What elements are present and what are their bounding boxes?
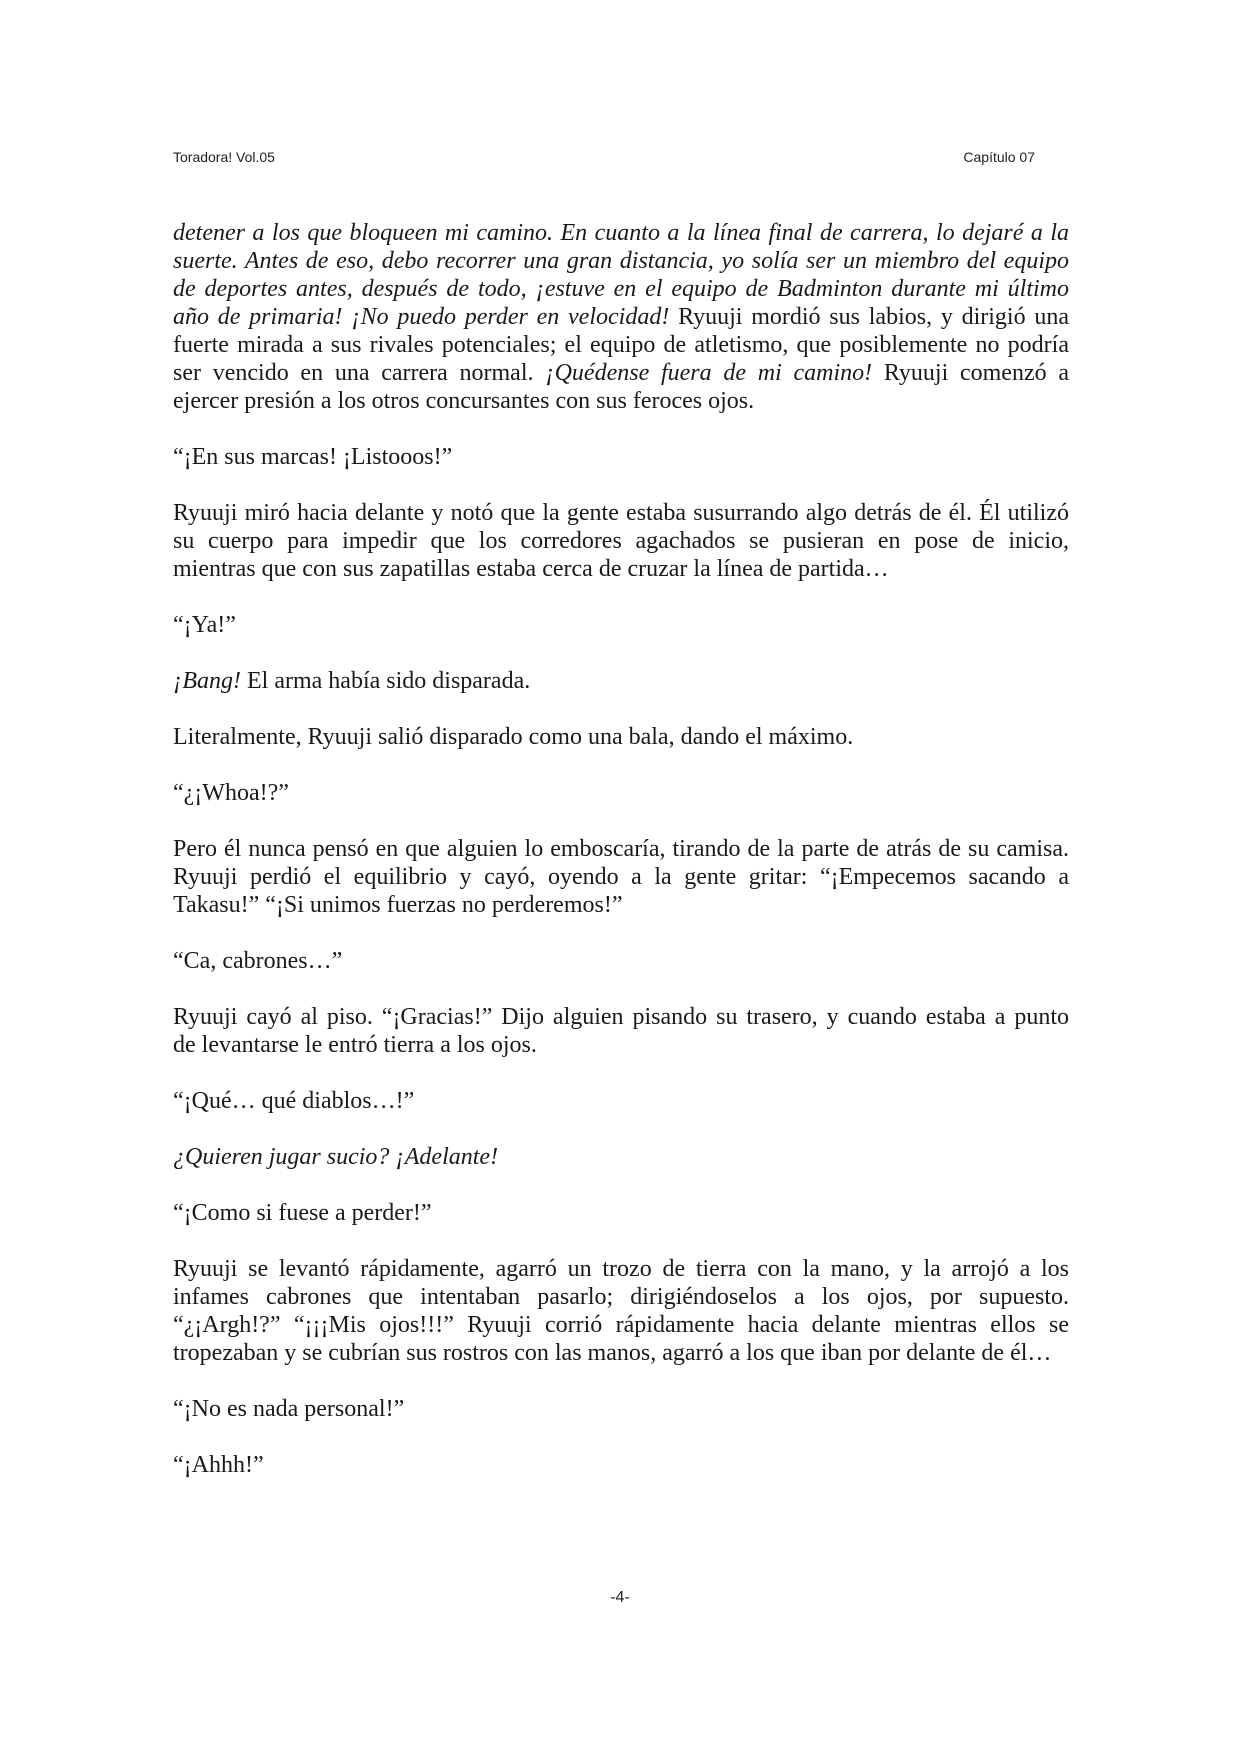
text-run: “¡Ahhh!” <box>173 1452 264 1478</box>
paragraph <box>173 1255 1069 1367</box>
text-run: de levantarse le entró tierra a los ojos. <box>173 1032 537 1058</box>
text-run: Ryuuji comenzó a <box>872 360 1069 386</box>
text-run: Takasu!” “¡Si unimos fuerzas no perderemos!” <box>173 892 623 918</box>
text-line <box>173 443 1069 471</box>
italic-text-run: detener a los que bloqueen mi camino. En cuanto a la línea final de carrera, lo dejaré a la <box>173 220 1069 246</box>
text-line <box>173 499 1069 527</box>
text-line <box>173 303 1069 331</box>
text-line <box>173 1199 1069 1227</box>
dialogue-paragraph <box>173 1087 1069 1115</box>
paragraph <box>173 835 1069 919</box>
text-line <box>173 275 1069 303</box>
text-run: “¡En sus marcas! ¡Listooos!” <box>173 444 453 470</box>
text-run: “¡Como si fuese a perder!” <box>173 1200 432 1226</box>
text-line <box>173 387 1069 415</box>
text-line <box>173 1339 1069 1367</box>
text-line <box>173 1451 1069 1479</box>
text-line <box>173 527 1069 555</box>
dialogue-paragraph <box>173 1199 1069 1227</box>
text-line <box>173 779 1069 807</box>
text-line <box>173 1395 1069 1423</box>
text-run: mientras que con sus zapatillas estaba cerca de cruzar la línea de partida… <box>173 556 889 582</box>
text-line <box>173 359 1069 387</box>
text-line <box>173 1003 1069 1031</box>
text-line <box>173 331 1069 359</box>
inner-thought-paragraph <box>173 1143 1069 1171</box>
text-line <box>173 1311 1069 1339</box>
italic-text-run: ¿Quieren jugar sucio? ¡Adelante! <box>173 1144 499 1170</box>
italic-text-run: de deportes antes, después de todo, ¡estuve en el equipo de Badminton durante mi último <box>173 276 1069 302</box>
text-line <box>173 1031 1069 1059</box>
text-run: Ryuuji mordió sus labios, y dirigió una <box>669 304 1069 330</box>
text-line <box>173 723 1069 751</box>
text-run: El arma había sido disparada. <box>241 668 531 694</box>
text-line <box>173 1283 1069 1311</box>
text-run: fuerte mirada a sus rivales potenciales; el equipo de atletismo, que posiblemente no podría <box>173 332 1069 358</box>
paragraph <box>173 499 1069 583</box>
dialogue-paragraph <box>173 443 1069 471</box>
paragraph <box>173 723 1069 751</box>
text-line <box>173 219 1069 247</box>
italic-text-run: año de primaria! ¡No puedo perder en velocidad! <box>173 304 670 330</box>
text-line <box>173 947 1069 975</box>
paragraph <box>173 219 1069 415</box>
text-run: su cuerpo para impedir que los corredores agachados se pusieran en pose de inicio, <box>173 528 1069 554</box>
text-run: tropezaban y se cubrían sus rostros con las manos, agarró a los que iban por delante de él… <box>173 1340 1052 1366</box>
italic-text-run: ¡Quédense fuera de mi camino! <box>545 360 873 386</box>
text-run: “¿¡Argh!?” “¡¡¡Mis ojos!!!” Ryuuji corrió rápidamente hacia delante mientras ellos se <box>173 1312 1069 1338</box>
text-line <box>173 891 1069 919</box>
italic-text-run: suerte. Antes de eso, debo recorrer una gran distancia, yo solía ser un miembro del equipo <box>173 248 1069 274</box>
text-line <box>173 247 1069 275</box>
text-run: Literalmente, Ryuuji salió disparado como una bala, dando el máximo. <box>173 724 854 750</box>
dialogue-paragraph <box>173 611 1069 639</box>
text-run: Ryuuji perdió el equilibrio y cayó, oyendo a la gente gritar: “¡Empecemos sacando a <box>173 864 1069 890</box>
text-line <box>173 835 1069 863</box>
text-run: ser vencido en una carrera normal. <box>173 360 546 386</box>
text-run: Ryuuji se levantó rápidamente, agarró un trozo de tierra con la mano, y la arrojó a los <box>173 1256 1069 1282</box>
body-text <box>173 219 1069 1507</box>
text-run: “¡Qué… qué diablos…!” <box>173 1088 415 1114</box>
text-run: “¡Ya!” <box>173 612 236 638</box>
dialogue-paragraph <box>173 1451 1069 1479</box>
running-header-chapter: Capítulo 07 <box>963 149 1035 165</box>
text-run: ejercer presión a los otros concursantes con sus feroces ojos. <box>173 388 755 414</box>
italic-text-run: ¡Bang! <box>173 668 241 694</box>
text-run: “¿¡Whoa!?” <box>173 780 289 806</box>
dialogue-paragraph <box>173 1395 1069 1423</box>
text-run: “¡No es nada personal!” <box>173 1396 405 1422</box>
text-line <box>173 667 1069 695</box>
text-line <box>173 1255 1069 1283</box>
text-line <box>173 611 1069 639</box>
text-run: Ryuuji miró hacia delante y notó que la gente estaba susurrando algo detrás de él. Él utilizó <box>173 500 1069 526</box>
paragraph <box>173 667 1069 695</box>
dialogue-paragraph <box>173 947 1069 975</box>
text-run: Ryuuji cayó al piso. “¡Gracias!” Dijo alguien pisando su trasero, y cuando estaba a punto <box>173 1004 1069 1030</box>
text-line <box>173 1087 1069 1115</box>
dialogue-paragraph <box>173 779 1069 807</box>
text-line <box>173 1143 1069 1171</box>
page-number: -4- <box>610 1589 630 1606</box>
text-run: “Ca, cabrones…” <box>173 948 343 974</box>
text-line <box>173 863 1069 891</box>
paragraph <box>173 1003 1069 1059</box>
text-line <box>173 555 1069 583</box>
text-run: Pero él nunca pensó en que alguien lo emboscaría, tirando de la parte de atrás de su camisa. <box>173 836 1069 862</box>
running-header-book-title: Toradora! Vol.05 <box>173 149 275 165</box>
text-run: infames cabrones que intentaban pasarlo; dirigiéndoselos a los ojos, por supuesto. <box>173 1284 1069 1310</box>
